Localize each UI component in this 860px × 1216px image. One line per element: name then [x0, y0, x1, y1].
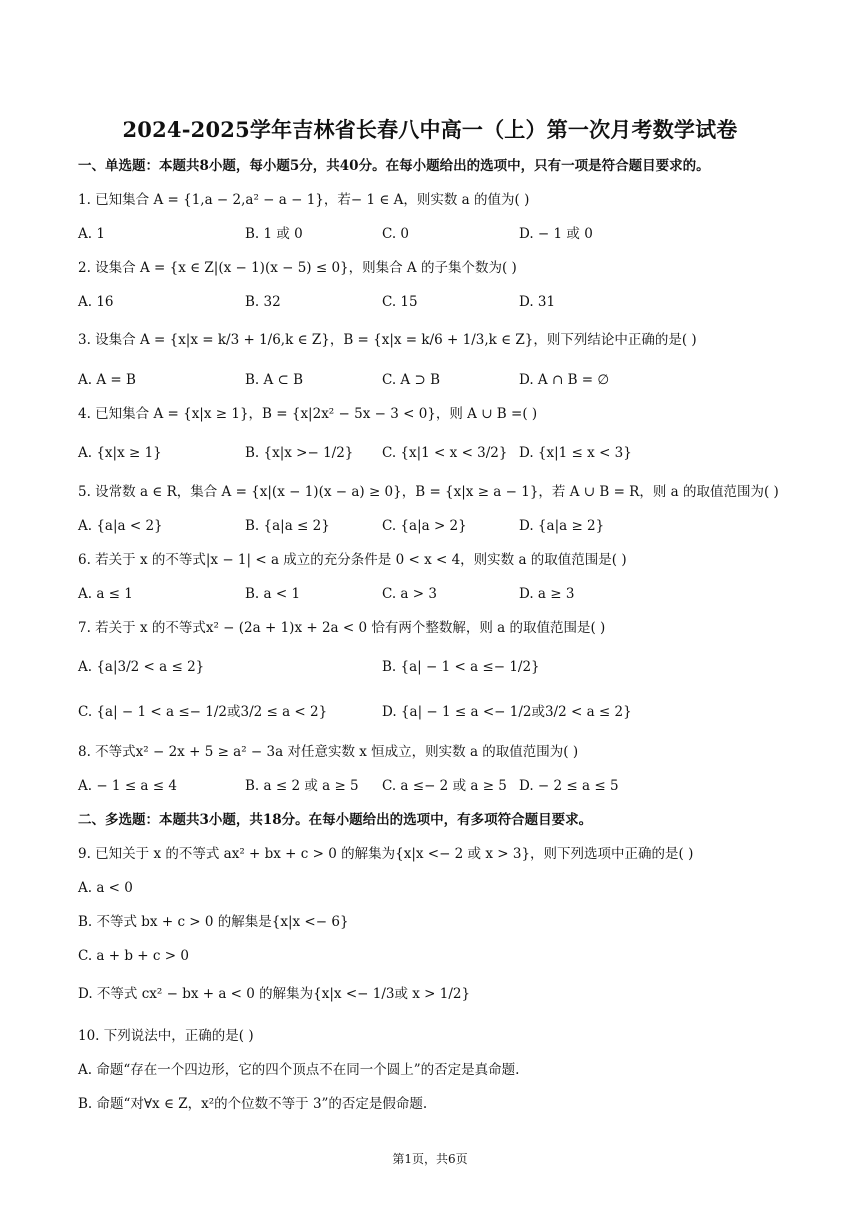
question-2-option-a: A. 16: [78, 294, 114, 310]
question-4-option-a: A. {x|x ≥ 1}: [78, 445, 162, 461]
question-4-option-c: C. {x|1 < x < 3/2}: [382, 445, 508, 461]
question-6-option-a: A. a ≤ 1: [78, 586, 133, 602]
question-9-option-b: B. 不等式 bx + c > 0 的解集是{x|x <− 6}: [78, 914, 349, 930]
question-1-option-d: D. − 1 或 0: [519, 226, 593, 242]
question-1-option-b: B. 1 或 0: [245, 226, 303, 242]
question-2-option-d: D. 31: [519, 294, 556, 310]
question-8-option-d: D. − 2 ≤ a ≤ 5: [519, 778, 619, 794]
question-8-option-b: B. a ≤ 2 或 a ≥ 5: [245, 778, 359, 794]
question-7-option-a: A. {a|3/2 < a ≤ 2}: [78, 659, 205, 675]
exam-title: 2024-2025学年吉林省长春八中高一（上）第一次月考数学试卷: [122, 117, 738, 142]
question-4-option-b: B. {x|x >− 1/2}: [245, 445, 354, 461]
question-2-stem: 2. 设集合 A = {x ∈ Z|(x − 1)(x − 5) ≤ 0}，则集合 A 的子集个数为( ): [78, 260, 517, 276]
question-3-option-c: C. A ⊃ B: [382, 372, 440, 388]
section-heading-single-choice: 一、单选题：本题共8小题，每小题5分，共40分。在每小题给出的选项中，只有一项是符合题目要求的。: [78, 158, 710, 174]
question-5-option-a: A. {a|a < 2}: [78, 518, 163, 534]
question-4-option-d: D. {x|1 ≤ x < 3}: [519, 445, 632, 461]
question-7-option-c: C. {a| − 1 < a ≤− 1/2或3/2 ≤ a < 2}: [78, 704, 328, 720]
question-3-stem: 3. 设集合 A = {x|x = k/3 + 1/6,k ∈ Z}，B = {x|x = k/6 + 1/3,k ∈ Z}，则下列结论中正确的是( ): [78, 332, 697, 348]
question-8-option-c: C. a ≤− 2 或 a ≥ 5: [382, 778, 507, 794]
question-10-stem: 10. 下列说法中，正确的是( ): [78, 1028, 254, 1044]
question-6-stem: 6. 若关于 x 的不等式|x − 1| < a 成立的充分条件是 0 < x < 4，则实数 a 的取值范围是( ): [78, 552, 627, 568]
question-6-option-b: B. a < 1: [245, 586, 301, 602]
question-1-option-c: C. 0: [382, 226, 410, 242]
question-8-option-a: A. − 1 ≤ a ≤ 4: [78, 778, 177, 794]
section-heading-multiple-choice: 二、多选题：本题共3小题，共18分。在每小题给出的选项中，有多项符合题目要求。: [78, 812, 593, 828]
question-9-stem: 9. 已知关于 x 的不等式 ax² + bx + c > 0 的解集为{x|x <− 2 或 x > 3}，则下列选项中正确的是( ): [78, 846, 694, 862]
question-6-option-c: C. a > 3: [382, 586, 437, 602]
question-9-option-c: C. a + b + c > 0: [78, 948, 189, 964]
question-9-option-a: A. a < 0: [78, 880, 133, 896]
question-1-stem: 1. 已知集合 A = {1,a − 2,a² − a − 1}，若− 1 ∈ A，则实数 a 的值为( ): [78, 192, 530, 208]
question-6-option-d: D. a ≥ 3: [519, 586, 575, 602]
question-3-option-d: D. A ∩ B = ∅: [519, 372, 610, 388]
question-2-option-b: B. 32: [245, 294, 281, 310]
question-10-option-a: A. 命题“存在一个四边形，它的四个顶点不在同一个圆上”的否定是真命题.: [78, 1062, 520, 1078]
question-4-stem: 4. 已知集合 A = {x|x ≥ 1}，B = {x|2x² − 5x − 3 < 0}，则 A ∪ B =( ): [78, 406, 538, 422]
question-7-option-d: D. {a| − 1 ≤ a <− 1/2或3/2 < a ≤ 2}: [382, 704, 632, 720]
question-3-option-a: A. A = B: [78, 372, 136, 388]
question-5-option-d: D. {a|a ≥ 2}: [519, 518, 605, 534]
question-8-stem: 8. 不等式x² − 2x + 5 ≥ a² − 3a 对任意实数 x 恒成立，则实数 a 的取值范围为( ): [78, 744, 579, 760]
question-10-option-b: B. 命题“对∀x ∈ Z，x²的个位数不等于 3”的否定是假命题.: [78, 1096, 428, 1112]
question-1-option-a: A. 1: [78, 226, 105, 242]
question-5-option-c: C. {a|a > 2}: [382, 518, 467, 534]
page-footer: 第1页，共6页: [392, 1152, 468, 1166]
question-9-option-d: D. 不等式 cx² − bx + a < 0 的解集为{x|x <− 1/3或 x > 1/2}: [78, 986, 471, 1002]
question-5-stem: 5. 设常数 a ∈ R，集合 A = {x|(x − 1)(x − a) ≥ 0}，B = {x|x ≥ a − 1}，若 A ∪ B = R，则 a 的取值范围为( ): [78, 484, 779, 500]
question-2-option-c: C. 15: [382, 294, 418, 310]
question-7-stem: 7. 若关于 x 的不等式x² − (2a + 1)x + 2a < 0 恰有两个整数解，则 a 的取值范围是( ): [78, 620, 606, 636]
question-7-option-b: B. {a| − 1 < a ≤− 1/2}: [382, 659, 540, 675]
question-3-option-b: B. A ⊂ B: [245, 372, 304, 388]
question-5-option-b: B. {a|a ≤ 2}: [245, 518, 330, 534]
